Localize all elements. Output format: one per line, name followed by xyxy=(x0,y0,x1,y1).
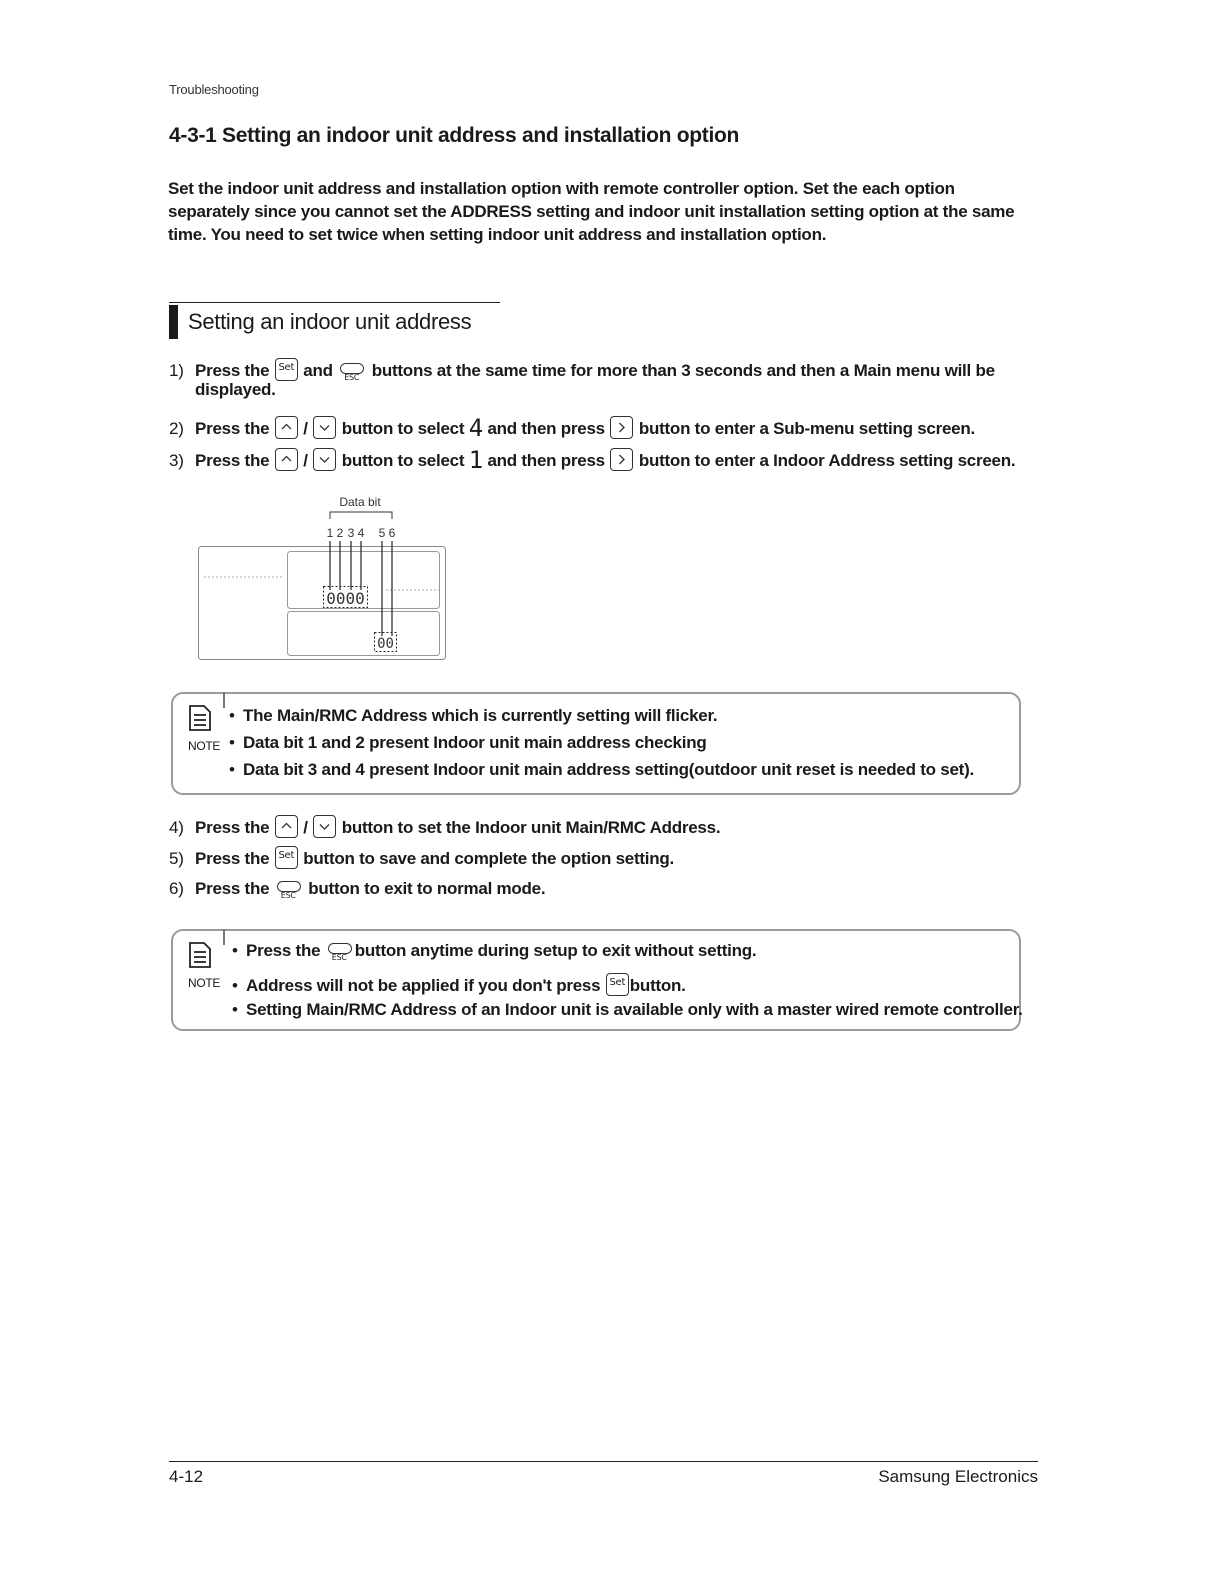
set-button-icon xyxy=(275,358,298,381)
note-2-list xyxy=(232,940,1023,1027)
esc-button-icon: ESC xyxy=(326,940,354,964)
right-button-icon xyxy=(610,448,633,471)
step-3: 3) Press the / button to select 1 and then press button to enter a Indoor Address setting screen. xyxy=(169,446,1016,474)
note-label: NOTE xyxy=(188,739,221,753)
step-5: 5) Press the Set button to save and complete the option setting. xyxy=(169,846,674,869)
note-item: • Address will not be applied if you don't press Set button. xyxy=(232,973,1023,1000)
note-item: • Data bit 3 and 4 present Indoor unit main address setting(outdoor unit reset is needed to set). xyxy=(229,760,974,779)
segment-digit: 1 xyxy=(468,446,483,474)
step-number: 2) xyxy=(169,419,184,438)
note-item: • The Main/RMC Address which is currently setting will flicker. xyxy=(229,706,718,725)
upper-lcd-digits: 0000 xyxy=(326,589,365,608)
diagram-title: Data bit xyxy=(339,495,381,509)
note-1-list xyxy=(229,706,974,787)
data-bit-label: 2 xyxy=(336,526,344,540)
note-box-1 xyxy=(171,692,1021,795)
down-button-icon xyxy=(313,448,336,471)
step-4: 4) Press the / button to set the Indoor unit Main/RMC Address. xyxy=(169,815,720,838)
up-button-icon xyxy=(275,416,298,439)
step-6: 6) Press the ESC button to exit to normal mode. xyxy=(169,879,546,900)
data-bit-label: 3 xyxy=(347,526,355,540)
data-bit-label: 1 xyxy=(326,526,334,540)
running-header: Troubleshooting xyxy=(169,82,259,97)
subsection-title: Setting an indoor unit address xyxy=(188,309,472,334)
down-button-icon xyxy=(313,416,336,439)
step-2: 2) Press the / button to select 4 and then press button to enter a Sub-menu setting screen. xyxy=(169,414,975,442)
up-button-icon xyxy=(275,448,298,471)
lower-lcd-digits: 00 xyxy=(377,636,394,652)
set-button-icon xyxy=(275,846,298,869)
note-label: NOTE xyxy=(188,976,221,990)
step-1: 1) Press the Set and ESC buttons at the same time for more than 3 seconds and then a Main menu will be displayed. xyxy=(169,358,995,384)
page-number: 4-12 xyxy=(169,1467,204,1486)
step-number: 1) xyxy=(169,361,184,380)
note-icon xyxy=(188,704,221,753)
segment-digit: 4 xyxy=(468,414,483,442)
data-bit-label: 4 xyxy=(357,526,365,540)
note-item: • Setting Main/RMC Address of an Indoor unit is available only with a master wired remote controller. xyxy=(232,1000,1023,1019)
note-item: • Press the ESC button anytime during setup to exit without setting. xyxy=(232,941,757,962)
esc-button-icon: ESC xyxy=(338,360,366,384)
data-bit-label: 5 xyxy=(378,526,386,540)
lcd-data-bit-diagram xyxy=(196,490,450,665)
subsection-heading xyxy=(169,302,500,339)
section-title: 4-3-1 Setting an indoor unit address and installation option xyxy=(169,124,740,147)
esc-button-icon: ESC xyxy=(275,878,303,902)
note-icon xyxy=(188,941,221,990)
step-number: 6) xyxy=(169,879,184,898)
down-button-icon xyxy=(313,815,336,838)
right-button-icon xyxy=(610,416,633,439)
heading-bar xyxy=(169,305,178,339)
footer-rule xyxy=(169,1461,1038,1462)
step-number: 5) xyxy=(169,849,184,868)
step-number: 4) xyxy=(169,818,184,837)
note-box-2 xyxy=(171,929,1021,1031)
data-bit-label: 6 xyxy=(388,526,396,540)
footer-company: Samsung Electronics xyxy=(878,1467,1038,1486)
up-button-icon xyxy=(275,815,298,838)
intro-paragraph: Set the indoor unit address and installation option with remote controller option. Set the each option separately since you cannot set the ADDRESS setting and indoor unit installation setting option at the same time. You need to set twice when setting indoor unit address and installation option. xyxy=(168,179,1015,244)
step-number: 3) xyxy=(169,451,184,470)
note-item: • Data bit 1 and 2 present Indoor unit main address checking xyxy=(229,733,707,752)
set-button-icon xyxy=(606,973,629,996)
